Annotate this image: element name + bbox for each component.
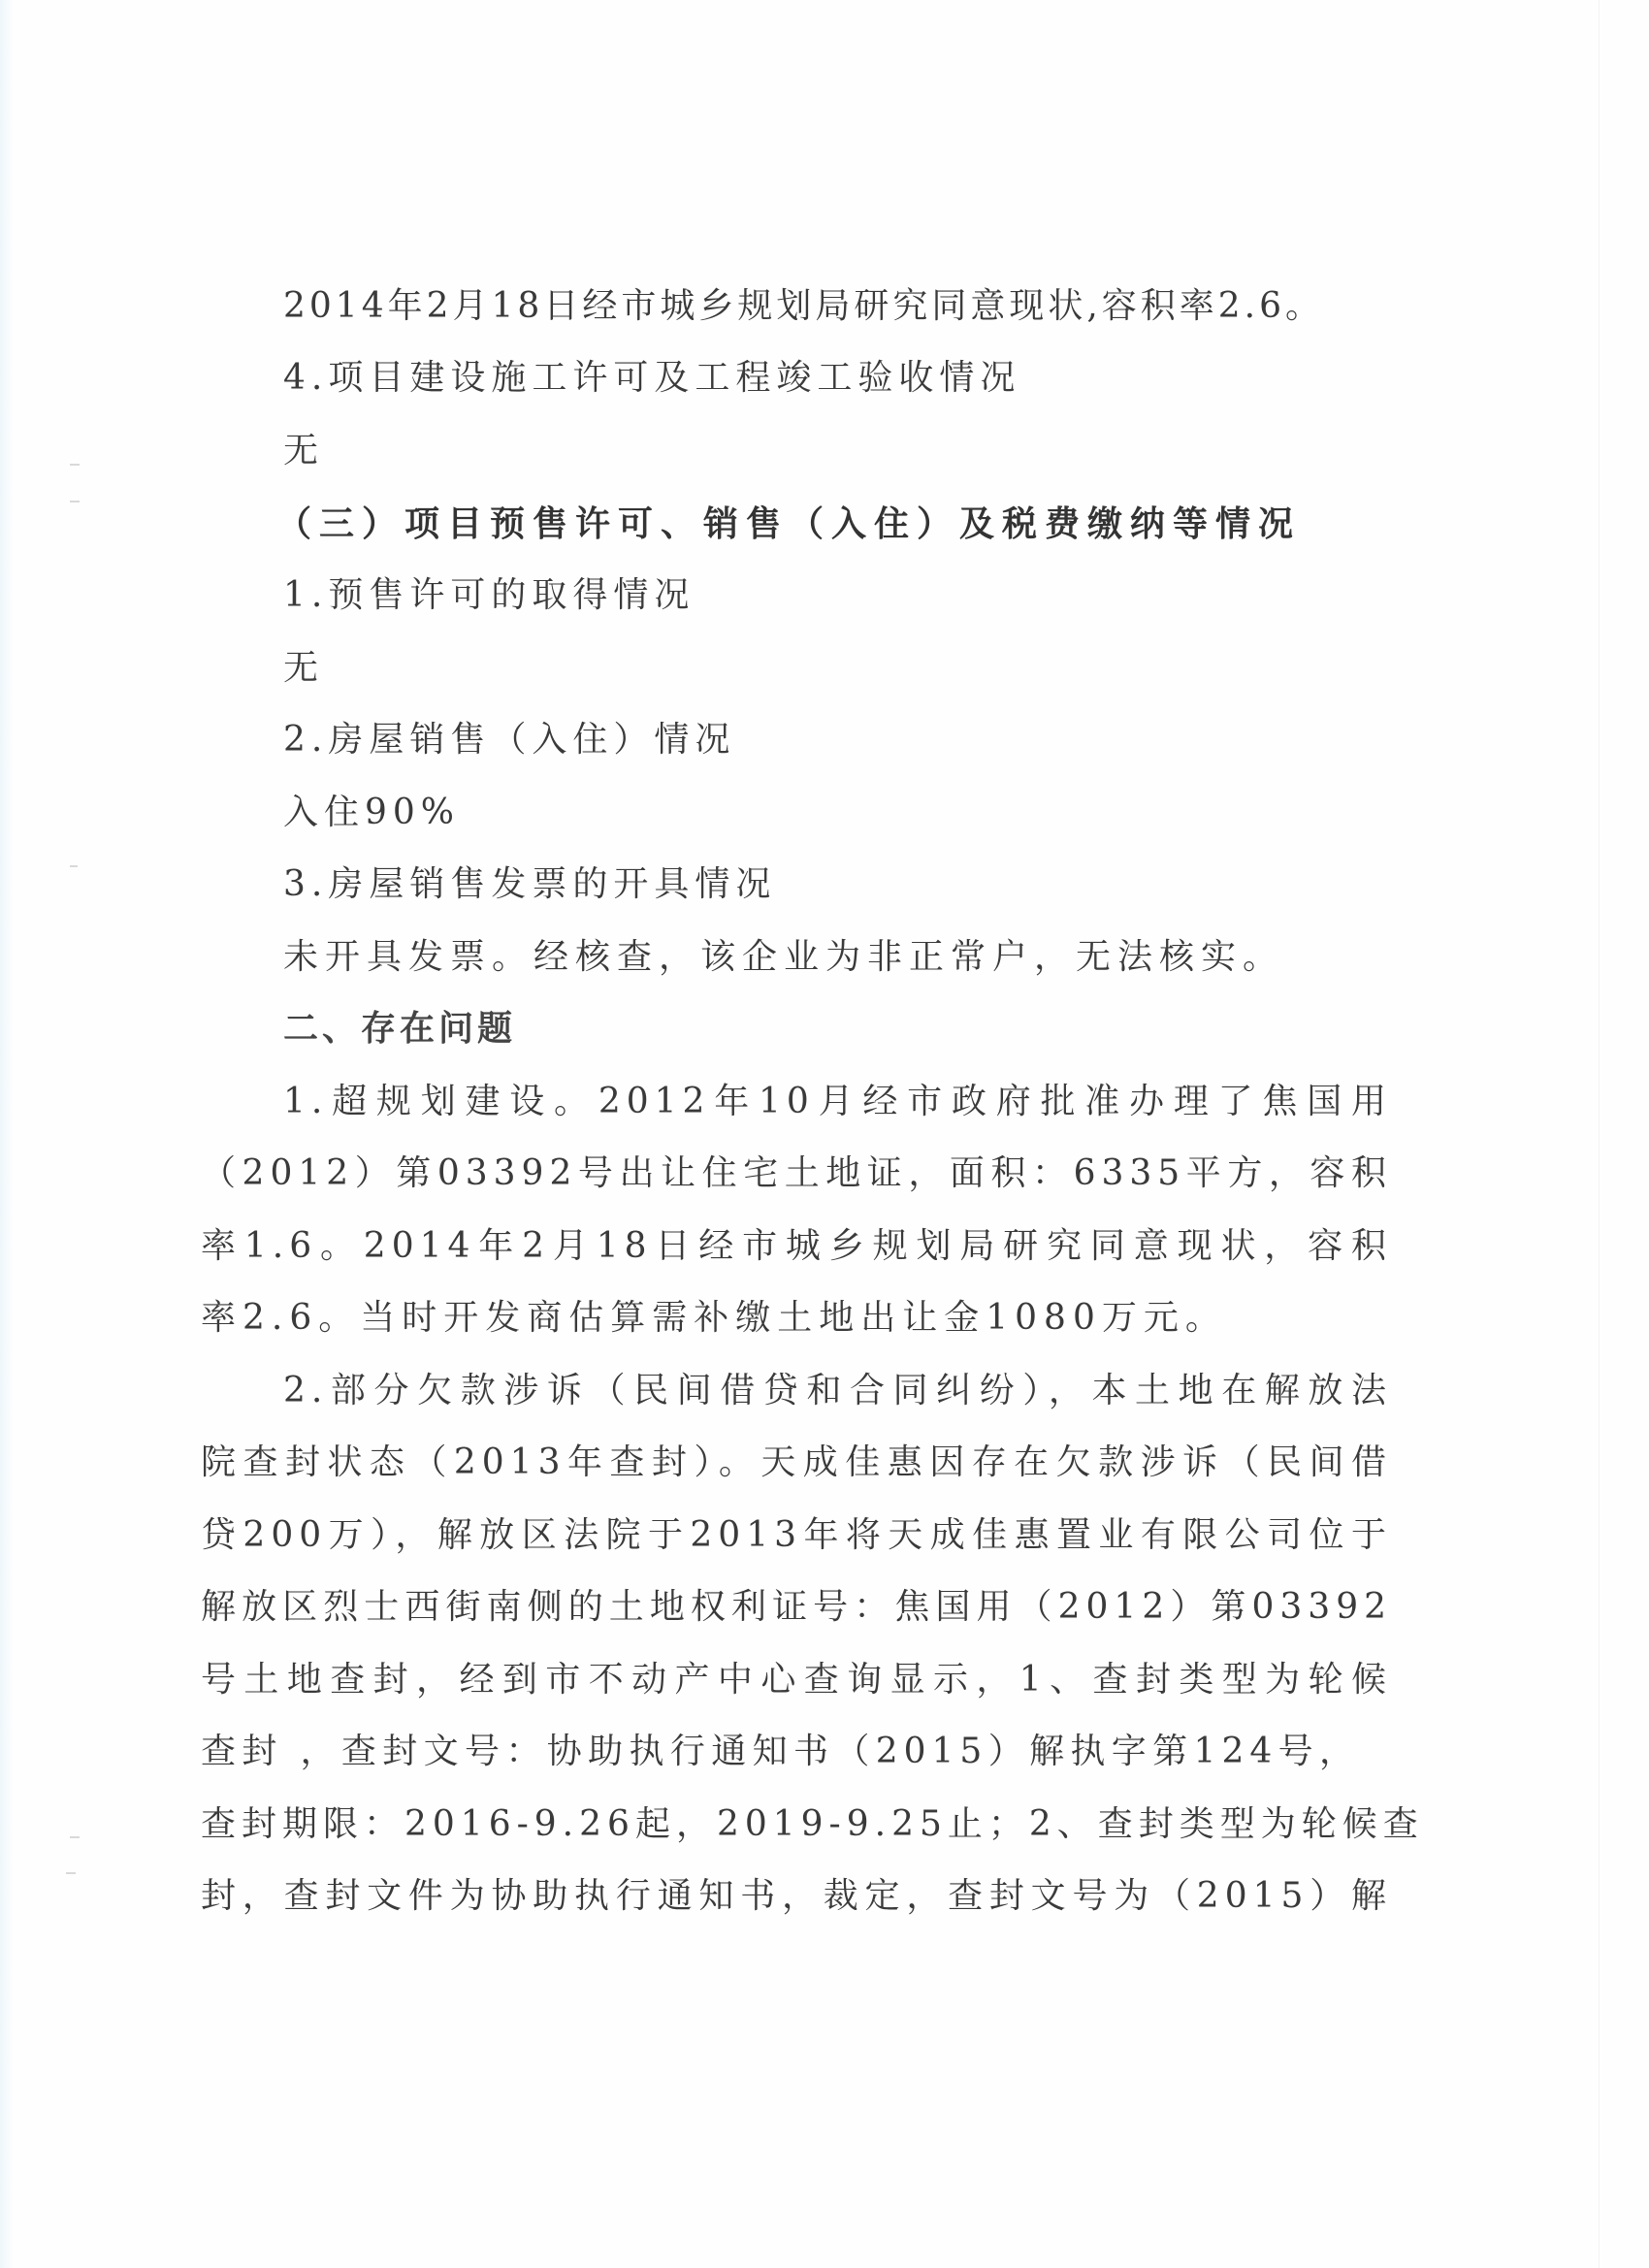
scan-edge-line: [1599, 0, 1600, 2268]
section-heading-presale: （三）项目预售许可、销售（入住）及税费缴纳等情况: [276, 503, 1302, 544]
paragraph-line: 率1.6。2014年2月18日经市城乡规划局研究同意现状，容积: [201, 1226, 1392, 1266]
paragraph-line: 查封期限：2016-9.26起，2019-9.25止；2、查封类型为轮候查: [201, 1804, 1424, 1844]
scan-mark: [70, 501, 80, 502]
paragraph-line: 2.部分欠款涉诉（民间借贷和合同纠纷），本土地在解放法: [283, 1371, 1392, 1410]
paragraph-line: 查封 ，查封文号：协助执行通知书（2015）解执字第124号，: [201, 1732, 1360, 1771]
section-heading-problems: 二、存在问题: [283, 1009, 517, 1049]
scan-mark: [70, 865, 78, 867]
paragraph-line: 率2.6。当时开发商估算需补缴土地出让金1080万元。: [201, 1298, 1227, 1338]
paragraph-line: 无: [283, 648, 325, 688]
paragraph-line: （2012）第03392号出让住宅土地证，面积：6335平方，容积: [201, 1153, 1392, 1193]
scan-mark: [66, 1872, 76, 1874]
subheading-construction-permit: 4.项目建设施工许可及工程竣工验收情况: [283, 358, 1021, 398]
subheading-invoice: 3.房屋销售发票的开具情况: [283, 864, 777, 904]
subheading-presale-permit: 1.预售许可的取得情况: [283, 575, 695, 615]
paragraph-line: 无: [283, 431, 325, 470]
paragraph-line: 解放区烈士西街南侧的土地权利证号：焦国用（2012）第03392: [201, 1587, 1392, 1627]
paragraph-line: 封，查封文件为协助执行通知书，裁定，查封文号为（2015）解: [201, 1876, 1392, 1916]
paragraph-line: 未开具发票。经核查，该企业为非正常户，无法核实。: [283, 937, 1285, 977]
paragraph-line: 号土地查封，经到市不动产中心查询显示，1、查封类型为轮候: [201, 1660, 1392, 1700]
scan-mark: [70, 1836, 80, 1838]
paragraph-line: 院查封状态（2013年查封）。天成佳惠因存在欠款涉诉（民间借: [201, 1442, 1392, 1482]
scan-edge-shadow: [0, 0, 14, 2268]
paragraph-line: 1.超规划建设。2012年10月经市政府批准办理了焦国用: [283, 1082, 1392, 1121]
paragraph-line: 入住90%: [283, 793, 461, 832]
subheading-housing-sales: 2.房屋销售（入住）情况: [283, 720, 736, 760]
scan-mark: [70, 464, 80, 466]
paragraph-line: 2014年2月18日经市城乡规划局研究同意现状,容积率2.6。: [283, 286, 1325, 326]
paragraph-line: 贷200万），解放区法院于2013年将天成佳惠置业有限公司位于: [201, 1515, 1392, 1555]
